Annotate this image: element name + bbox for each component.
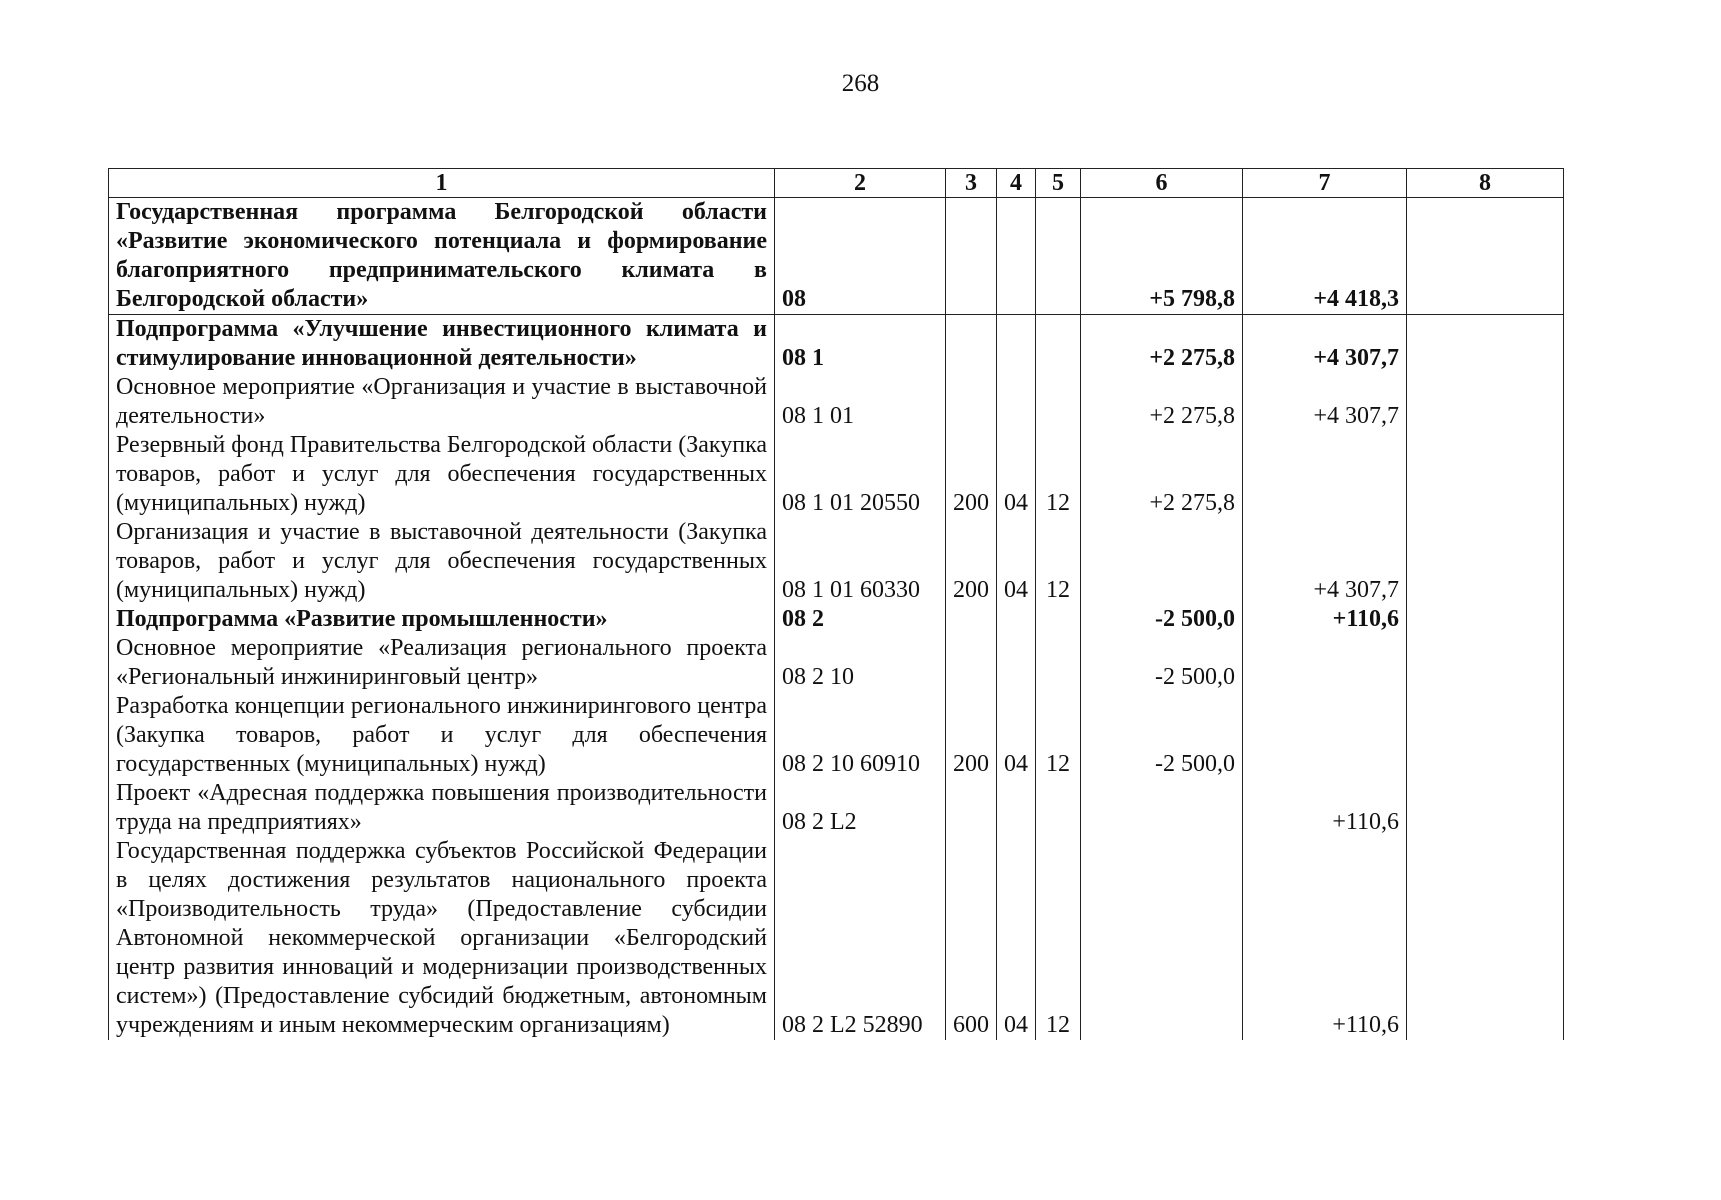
row-col8 — [1407, 373, 1564, 431]
row-rz: 04 — [997, 692, 1036, 779]
row-rz: 04 — [997, 431, 1036, 518]
table-row — [109, 837, 1564, 1040]
table-row — [109, 605, 1564, 634]
row-pr — [1036, 315, 1081, 374]
row-rz — [997, 605, 1036, 634]
row-name: Резервный фонд Правительства Белгородской области (Закупка товаров, работ и услуг для обеспечения государственных (муниципальных) нужд) — [109, 431, 775, 518]
row-rz — [997, 315, 1036, 374]
row-col7: +4 307,7 — [1243, 315, 1407, 374]
row-rz — [997, 634, 1036, 692]
row-code: 08 1 01 20550 — [775, 431, 946, 518]
row-col8 — [1407, 692, 1564, 779]
table-row — [109, 692, 1564, 779]
row-col7 — [1243, 692, 1407, 779]
row-vr — [946, 198, 997, 315]
row-vr — [946, 779, 997, 837]
row-name: Государственная поддержка субъектов Российской Федерации в целях достижения результатов национального проекта «Производительность труда» (Предоставление субсидии Автономной некоммерческой организации «Белгородский центр развития инноваций и модернизации производственных систем») (Предоставление субсидий бюджетным, автономным учреждениям и иным некоммерческим организациям) — [109, 837, 775, 1040]
row-col7 — [1243, 634, 1407, 692]
header-cell: 3 — [946, 169, 997, 198]
row-rz — [997, 373, 1036, 431]
row-col7: +110,6 — [1243, 605, 1407, 634]
row-pr: 12 — [1036, 518, 1081, 605]
row-col8 — [1407, 431, 1564, 518]
row-vr: 200 — [946, 692, 997, 779]
table-row — [109, 315, 1564, 374]
row-rz: 04 — [997, 837, 1036, 1040]
row-vr: 200 — [946, 431, 997, 518]
row-pr: 12 — [1036, 431, 1081, 518]
table-header-row — [109, 169, 1564, 198]
row-name: Подпрограмма «Улучшение инвестиционного климата и стимулирование инновационной деятельности» — [109, 315, 775, 374]
row-vr — [946, 315, 997, 374]
row-col8 — [1407, 837, 1564, 1040]
row-pr — [1036, 198, 1081, 315]
row-pr: 12 — [1036, 692, 1081, 779]
header-cell: 8 — [1407, 169, 1564, 198]
row-rz — [997, 779, 1036, 837]
row-name: Основное мероприятие «Реализация регионального проекта «Региональный инжиниринговый центр» — [109, 634, 775, 692]
row-col6 — [1081, 779, 1243, 837]
table-row — [109, 431, 1564, 518]
row-col7 — [1243, 431, 1407, 518]
row-rz: 04 — [997, 518, 1036, 605]
row-code: 08 — [775, 198, 946, 315]
row-vr — [946, 373, 997, 431]
row-col6: -2 500,0 — [1081, 692, 1243, 779]
row-col8 — [1407, 605, 1564, 634]
row-pr — [1036, 779, 1081, 837]
budget-table-container — [108, 168, 1564, 1040]
row-col6: -2 500,0 — [1081, 634, 1243, 692]
row-col7: +110,6 — [1243, 837, 1407, 1040]
row-col8 — [1407, 315, 1564, 374]
row-col6: +5 798,8 — [1081, 198, 1243, 315]
table-row — [109, 518, 1564, 605]
row-rz — [997, 198, 1036, 315]
table-row — [109, 779, 1564, 837]
row-name: Основное мероприятие «Организация и участие в выставочной деятельности» — [109, 373, 775, 431]
row-pr: 12 — [1036, 837, 1081, 1040]
row-code: 08 2 L2 — [775, 779, 946, 837]
row-name: Разработка концепции регионального инжинирингового центра (Закупка товаров, работ и услуг для обеспечения государственных (муниципальных) нужд) — [109, 692, 775, 779]
budget-table — [108, 168, 1564, 1040]
header-cell: 4 — [997, 169, 1036, 198]
row-vr — [946, 634, 997, 692]
row-name: Проект «Адресная поддержка повышения производительности труда на предприятиях» — [109, 779, 775, 837]
row-code: 08 1 — [775, 315, 946, 374]
row-vr: 600 — [946, 837, 997, 1040]
row-col7: +4 418,3 — [1243, 198, 1407, 315]
row-col6: +2 275,8 — [1081, 373, 1243, 431]
row-col8 — [1407, 518, 1564, 605]
row-col8 — [1407, 634, 1564, 692]
row-code: 08 2 10 — [775, 634, 946, 692]
row-col6: +2 275,8 — [1081, 431, 1243, 518]
row-code: 08 1 01 60330 — [775, 518, 946, 605]
row-col6: -2 500,0 — [1081, 605, 1243, 634]
row-col7: +4 307,7 — [1243, 373, 1407, 431]
header-cell: 5 — [1036, 169, 1081, 198]
page-number: 268 — [841, 70, 880, 97]
row-code: 08 2 10 60910 — [775, 692, 946, 779]
row-pr — [1036, 373, 1081, 431]
row-name: Подпрограмма «Развитие промышленности» — [109, 605, 775, 634]
row-col8 — [1407, 198, 1564, 315]
row-name: Государственная программа Белгородской области «Развитие экономического потенциала и формирование благоприятного предпринимательского климата в Белгородской области» — [109, 198, 775, 315]
table-row — [109, 634, 1564, 692]
header-cell: 2 — [775, 169, 946, 198]
header-cell: 1 — [109, 169, 775, 198]
row-col6: +2 275,8 — [1081, 315, 1243, 374]
table-row — [109, 198, 1564, 315]
row-code: 08 2 — [775, 605, 946, 634]
row-col6 — [1081, 518, 1243, 605]
row-name: Организация и участие в выставочной деятельности (Закупка товаров, работ и услуг для обеспечения государственных (муниципальных) нужд) — [109, 518, 775, 605]
row-vr — [946, 605, 997, 634]
row-code: 08 1 01 — [775, 373, 946, 431]
row-col6 — [1081, 837, 1243, 1040]
table-row — [109, 373, 1564, 431]
row-col7: +4 307,7 — [1243, 518, 1407, 605]
table-body — [109, 198, 1564, 1041]
header-cell: 7 — [1243, 169, 1407, 198]
row-pr — [1036, 605, 1081, 634]
row-col7: +110,6 — [1243, 779, 1407, 837]
row-pr — [1036, 634, 1081, 692]
row-col8 — [1407, 779, 1564, 837]
header-cell: 6 — [1081, 169, 1243, 198]
row-code: 08 2 L2 52890 — [775, 837, 946, 1040]
row-vr: 200 — [946, 518, 997, 605]
